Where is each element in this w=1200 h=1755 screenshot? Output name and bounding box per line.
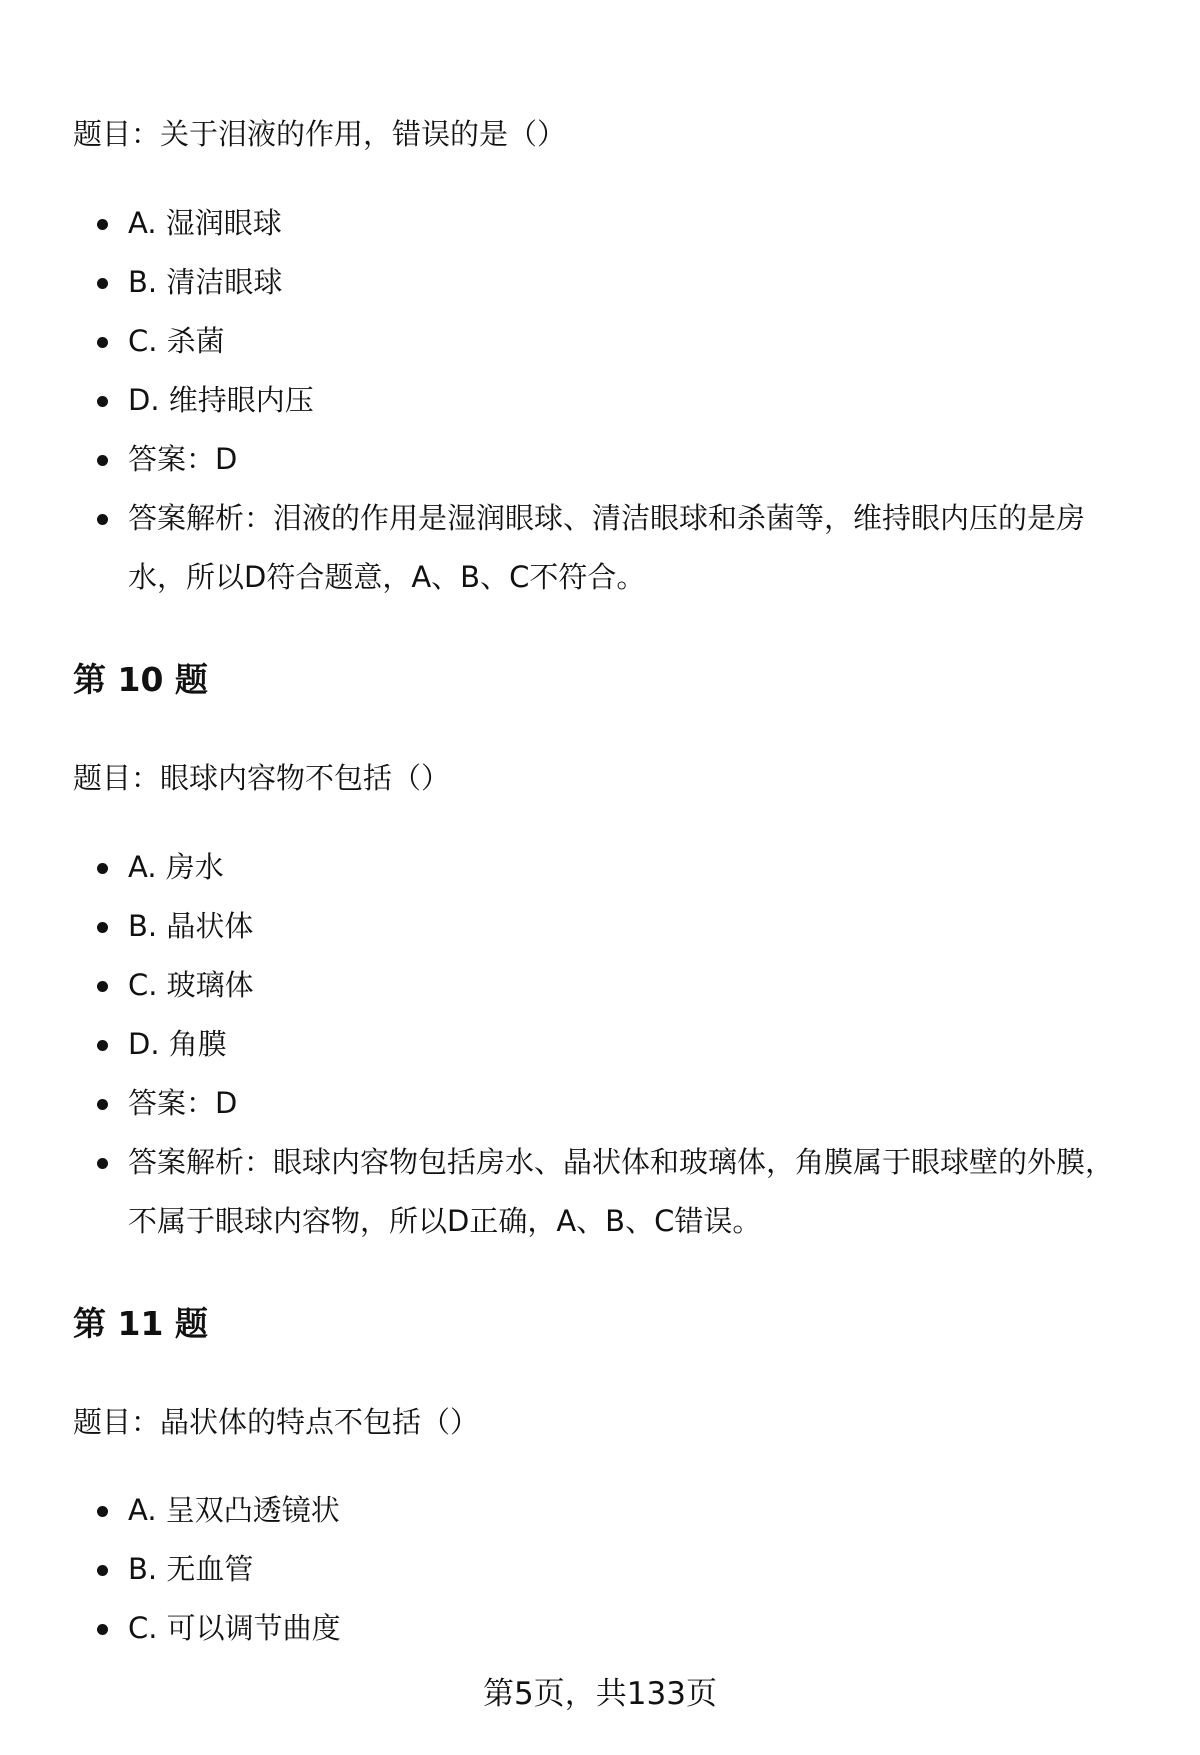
question-9-option-d: D. 维持眼内压 xyxy=(73,371,1133,430)
question-10-option-d: D. 角膜 xyxy=(73,1015,1133,1074)
question-10-text: 题目：眼球内容物不包括（） xyxy=(73,761,451,795)
question-11-option-b: B. 无血管 xyxy=(73,1540,1133,1599)
question-10-heading: 第 10 题 xyxy=(73,660,208,699)
question-9-explanation: 答案解析：泪液的作用是湿润眼球、清洁眼球和杀菌等，维持眼内压的是房水，所以D符合题意，A、B、C不符合。 xyxy=(73,489,1133,607)
question-11-heading: 第 11 题 xyxy=(73,1304,208,1343)
question-9-option-b: B. 清洁眼球 xyxy=(73,253,1133,312)
page-number-footer: 第5页，共133页 xyxy=(483,1676,717,1712)
question-11-options xyxy=(73,1481,1133,1658)
question-10-options xyxy=(73,838,1133,1251)
question-10-option-a: A. 房水 xyxy=(73,838,1133,897)
question-9-option-c: C. 杀菌 xyxy=(73,312,1133,371)
question-9-option-a: A. 湿润眼球 xyxy=(73,194,1133,253)
question-9-answer: 答案：D xyxy=(73,430,1133,489)
question-9-options xyxy=(73,194,1133,607)
question-11-text: 题目：晶状体的特点不包括（） xyxy=(73,1405,480,1439)
question-9-text: 题目：关于泪液的作用，错误的是（） xyxy=(73,117,567,151)
question-10-answer: 答案：D xyxy=(73,1074,1133,1133)
question-10-option-b: B. 晶状体 xyxy=(73,897,1133,956)
question-10-option-c: C. 玻璃体 xyxy=(73,956,1133,1015)
question-10-explanation: 答案解析：眼球内容物包括房水、晶状体和玻璃体，角膜属于眼球壁的外膜，不属于眼球内容物，所以D正确，A、B、C错误。 xyxy=(73,1133,1133,1251)
question-11-option-c: C. 可以调节曲度 xyxy=(73,1599,1133,1658)
question-11-option-a: A. 呈双凸透镜状 xyxy=(73,1481,1133,1540)
